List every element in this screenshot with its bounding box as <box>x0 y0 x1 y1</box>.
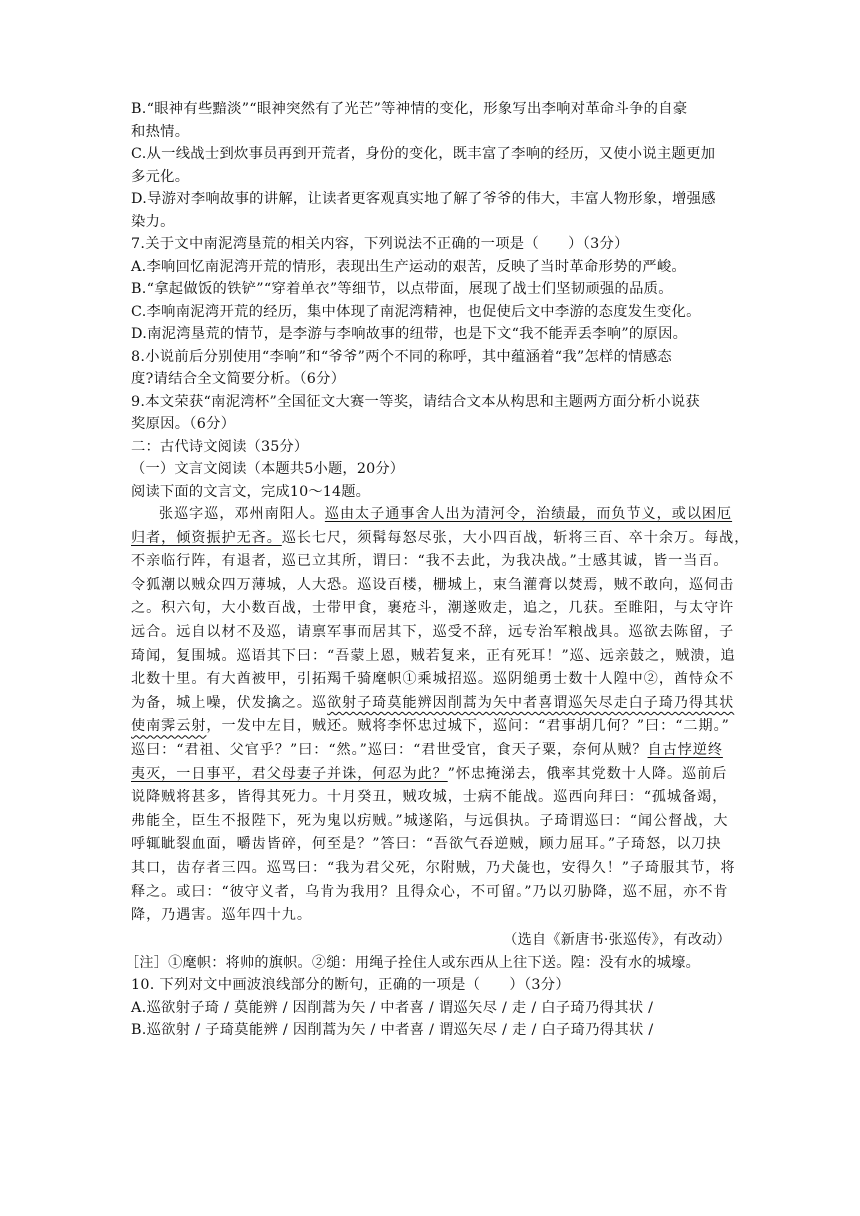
passage-line: 其口，齿存者三四。巡骂曰：“我为君父死，尔附贼，乃犬彘也，安得久！”子琦服其节，将 <box>131 859 736 876</box>
q6-option-d-cont: 染力。 <box>131 213 175 230</box>
passage-line: 说降贼将甚多，皆得其死力。十月癸丑，贼攻城，士病不能战。巡西向拜曰：“孤城备竭， <box>131 789 728 806</box>
q10-option-b: B.巡欲射 / 子琦莫能辨 / 因削蒿为矢 / 中者喜 / 谓巡矢尽 / 走 / 白子琦乃得其状 / <box>131 1022 654 1039</box>
passage-line: 之。积六旬，大小数百战，士带甲食，裹疮斗，潮遂败走，追之，几获。至睢阳，与太守许 <box>131 600 735 617</box>
q7-option-b: B.“拿起做饭的铁铲”“穿着单衣”等细节，以点带面，展现了战士们坚韧顽强的品质。 <box>131 281 673 297</box>
q7-option-a: A.李响回忆南泥湾开荒的情形，表现出生产运动的艰苦，反映了当时革命形势的严峻。 <box>131 258 687 275</box>
underlined-sentence: 巡由太子通事舍人出为清河令，治绩最，而负节义，或以困厄 <box>324 506 733 522</box>
passage-line <box>131 692 735 716</box>
passage-text: ，一发中左目，贼还。贼将李怀忠过城下，巡问：“君事胡几何？”曰：“二期。” <box>206 718 730 735</box>
q10-option-a: A.巡欲射子琦 / 莫能辨 / 因削蒿为矢 / 中者喜 / 谓巡矢尽 / 走 / 白子琦乃得其状 / <box>131 999 654 1016</box>
underlined-sentence: 夷灭，一日事平，君父母妻子并诛，何忍为此？ <box>131 765 448 782</box>
wavy-underlined-sentence: 使南霁云射 <box>131 718 207 735</box>
passage-line <box>131 715 731 739</box>
passage-line: 降，乃遇害。巡年四十九。 <box>131 907 312 924</box>
q6-option-b: B.“眼神有些黯淡”“眼神突然有了光芒”等神情的变化，形象写出李响对革命斗争的自豪 <box>131 101 688 117</box>
passage-line: 弗能全，臣生不报陛下，死为鬼以疠贼。”城遂陷，与远俱执。子琦谓巡曰：“闻公督战，大 <box>131 812 729 829</box>
q9-stem: 9.本文荣获“南泥湾杯”全国征文大赛一等奖，请结合文本从构思和主题两方面分析小说获 <box>131 393 700 410</box>
q6-option-b-cont: 和热情。 <box>131 123 190 140</box>
passage-line: 呼辄眦裂血面，嚼齿皆碎，何至是？”答曰：“吾欲气吞逆贼，顾力屈耳。”子琦怒，以刀抉 <box>131 836 722 853</box>
passage-line: 令狐潮以贼众四万薄城，人大恐。巡设百楼，栅城上，束刍灌膏以焚焉，贼不敢向，巡伺击 <box>131 576 735 593</box>
passage-text: 巡曰：“君祖、父官乎？”曰：“然。”巡曰：“君世受官，食天子粟，奈何从贼？ <box>131 741 648 758</box>
passage-line: 北数十里。有大酋被甲，引拓羯千骑麾帜①乘城招巡。巡阴缒勇士数十人隍中②，酋恃众不 <box>131 671 735 688</box>
passage-text: ”怀忠掩涕去，俄率其党数十人降。巡前后 <box>447 765 728 782</box>
section-subtitle: （一）文言文阅读（本题共5小题，20分） <box>131 461 405 477</box>
passage-line: 释之。或曰：“彼守义者，乌肯为我用？且得众心，不可留。”乃以刃胁降，巡不屈，亦不肯 <box>131 883 729 900</box>
passage-text: 为备，城上噪，伏发擒之。巡 <box>131 694 328 711</box>
passage-text: 张巡字巡，邓州南阳人。 <box>159 506 325 522</box>
passage-line <box>131 527 750 551</box>
q10-stem: 10. 下列对文中画波浪线部分的断句，正确的一项是（ ）（3分） <box>131 977 570 994</box>
q6-option-c-cont: 多元化。 <box>131 168 190 185</box>
q6-option-d: D.导游对李响故事的讲解，让读者更客观真实地了解了爷爷的伟大，丰富人物形象，增强感 <box>131 191 716 207</box>
passage-line: 远合。远自以材不及巡，请禀军事而居其下，巡受不辞，远专治军粮战具。巡欲去陈留，子 <box>131 623 735 640</box>
q7-option-d: D.南泥湾垦荒的情节，是李游与李响故事的纽带，也是下文“我不能弄丢李响”的原因。 <box>131 326 688 342</box>
q7-stem: 7.关于文中南泥湾垦荒的相关内容，下列说法不正确的一项是（ ）（3分） <box>131 236 629 252</box>
q7-option-c: C.李响南泥湾开荒的经历，集中体现了南泥湾精神，也促使后文中李游的态度发生变化。 <box>131 303 701 320</box>
underlined-sentence: 自古悖逆终 <box>647 741 723 758</box>
wavy-underlined-sentence: 欲射子琦莫能辨因削蒿为矢中者喜谓巡矢尽走白子琦乃得其状 <box>327 694 735 711</box>
passage-line <box>131 503 731 527</box>
passage-line: 不亲临行阵，有退者，巡已立其所，谓曰：“我不去此，为我决战。”士感其诚，皆一当百。 <box>131 553 729 570</box>
annotation-note: ［注］①麾帜：将帅的旗帜。②缒：用绳子拴住人或东西从上往下送。隍：没有水的城壕。 <box>125 954 701 971</box>
classical-passage <box>131 503 750 928</box>
passage-line <box>131 763 731 787</box>
exam-page <box>125 98 750 1042</box>
passage-text: 巡长七尺，须髯每怒尽张，大小四百战，斩将三百、卒十余万。每战， <box>281 529 750 546</box>
passage-source: （选自《新唐书·张巡传》，有改动） <box>503 931 731 948</box>
q6-option-c: C.从一线战士到炊事员再到开荒者，身份的变化，既丰富了李响的经历，又使小说主题更加 <box>131 146 716 162</box>
section-title: 二：古代诗文阅读（35分） <box>131 438 309 455</box>
q8-stem: 8.小说前后分别使用“李响”和“爷爷”两个不同的称呼，其中蕴涵着“我”怎样的情感态 <box>131 348 673 365</box>
q9-stem-cont: 奖原因。（6分） <box>131 416 236 432</box>
underlined-sentence: 归者，倾资振护无吝。 <box>131 529 282 546</box>
passage-line <box>131 739 731 763</box>
section-instruction: 阅读下面的文言文，完成10～14题。 <box>131 483 371 500</box>
passage-line: 琦闻，复围城。巡语其下曰：“吾蒙上恩，贼若复来，正有死耳！”巡、远亲鼓之，贼溃，追 <box>131 647 736 664</box>
q8-stem-cont: 度?请结合全文简要分析。（6分） <box>131 371 346 387</box>
